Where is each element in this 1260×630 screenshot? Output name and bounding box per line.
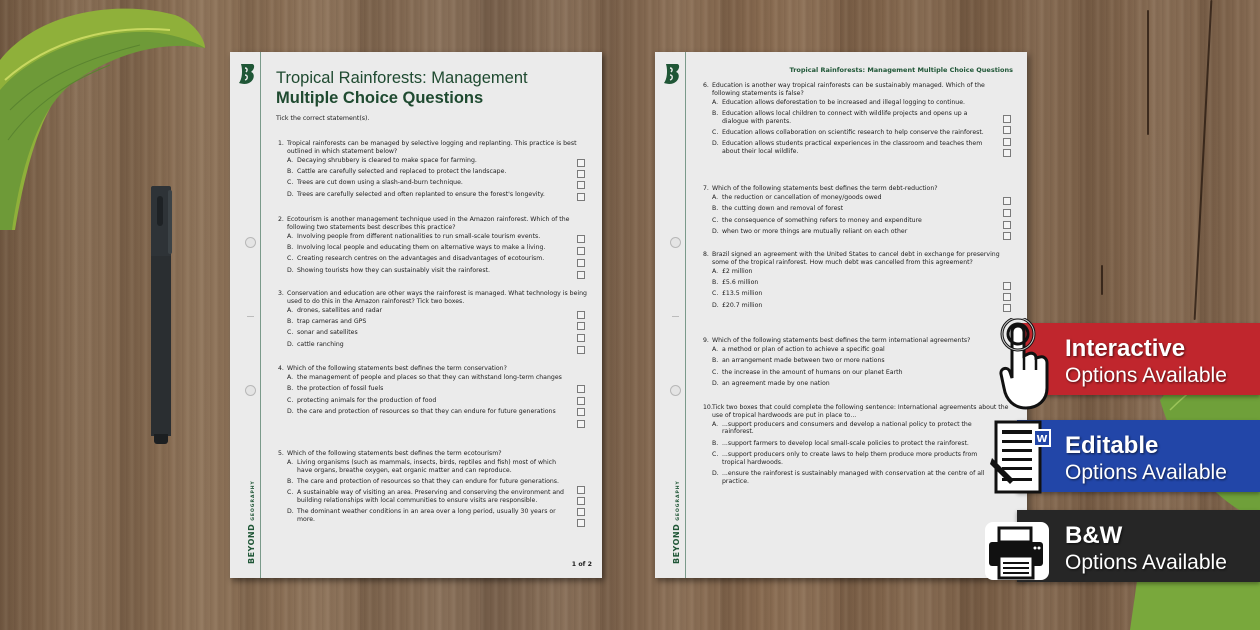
option <box>287 385 588 393</box>
decorative-leaf <box>0 0 220 230</box>
checkbox[interactable] <box>577 259 585 267</box>
question-text: Conservation and education are other ways the rainforest is managed. What technology is being used to do this in the Amazon rainforest? Tick two boxes. <box>287 290 587 305</box>
option <box>712 290 1013 298</box>
checkbox[interactable] <box>1003 304 1011 312</box>
option <box>287 307 588 315</box>
pen-body <box>151 256 171 436</box>
option-text: ...support producers and consumers and develop a national policy to protect the rainforest. <box>722 420 972 436</box>
question-number: 4. <box>278 365 284 372</box>
question-text: Which of the following statements best defines the term international agreements? <box>712 337 971 344</box>
fold-mark <box>672 316 679 317</box>
brand-wordmark <box>234 474 254 564</box>
option-text: the care and protection of resources so that they can endure for future generations <box>297 408 556 416</box>
option-letter: B. <box>287 478 294 486</box>
option <box>712 421 1013 436</box>
option-text: the consequence of something refers to money and expenditure <box>722 216 922 224</box>
option <box>287 459 588 474</box>
punch-hole <box>245 237 256 248</box>
option <box>287 329 588 337</box>
punch-hole <box>245 385 256 396</box>
question-number: 8. <box>703 251 709 258</box>
checkbox[interactable] <box>1003 149 1011 157</box>
question-9 <box>703 337 1013 392</box>
pen-grip <box>157 196 163 226</box>
option-text: ...support producers only to create laws to help them produce more products from tropical hardwoods. <box>722 451 978 466</box>
option-text: the reduction or cancellation of money/goods owed <box>722 194 882 202</box>
option-letter: A. <box>712 194 719 202</box>
checkbox[interactable] <box>1003 209 1011 217</box>
option <box>287 233 588 241</box>
option-text: Cattle are carefully selected and replaced to protect the landscape. <box>297 168 507 176</box>
option <box>712 217 1013 225</box>
option-text: Trees are cut down using a slash-and-burn technique. <box>297 179 463 187</box>
option-text: ...ensure the rainforest is sustainably managed with conservation at the centre of all practice. <box>722 470 985 485</box>
option <box>287 508 588 523</box>
option <box>712 440 1013 448</box>
option-letter: C. <box>287 179 294 187</box>
question-text: Which of the following statements best defines the term ecotourism? <box>287 450 502 457</box>
brand-main: BEYOND <box>672 523 681 564</box>
option-letter: B. <box>287 385 294 393</box>
option <box>287 374 588 382</box>
option-text: Education allows students practical experiences in the classroom and teaches them about their local wildlife. <box>722 140 983 156</box>
svg-text:W: W <box>1036 434 1048 445</box>
brand-sub: GEOGRAPHY <box>251 480 256 521</box>
option <box>712 194 1013 202</box>
running-header: Tropical Rainforests: Management Multiple Choice Questions <box>789 66 1013 74</box>
option-letter: A. <box>712 98 719 106</box>
question-text: Tropical rainforests can be managed by selective logging and replanting. This practice is best outlined in which statement below? <box>287 140 577 155</box>
option <box>712 369 1013 377</box>
question-6 <box>703 82 1013 159</box>
option-text: trap cameras and GPS <box>297 318 367 326</box>
banner-subtitle: Options Available <box>1065 364 1227 387</box>
checkbox[interactable] <box>1003 221 1011 229</box>
checkbox[interactable] <box>577 181 585 189</box>
instruction-text: Tick the correct statement(s). <box>276 115 370 122</box>
worksheet-title: Tropical Rainforests: Management <box>276 69 528 87</box>
option <box>712 470 1013 485</box>
option-letter: D. <box>287 340 294 348</box>
option-text: £2 million <box>722 267 753 275</box>
option <box>712 357 1013 365</box>
checkbox[interactable] <box>1003 232 1011 240</box>
checkbox[interactable] <box>577 235 585 243</box>
pen-tip <box>154 434 168 444</box>
option-letter: A. <box>287 374 294 382</box>
brand-sub: GEOGRAPHY <box>676 480 681 521</box>
worksheet-page-2 <box>655 52 1027 578</box>
checkbox[interactable] <box>577 420 585 428</box>
checkbox[interactable] <box>577 311 585 319</box>
editable-options-banner[interactable] <box>1017 420 1260 492</box>
option-letter: A. <box>712 267 719 275</box>
checkbox[interactable] <box>577 497 585 505</box>
option-text: protecting animals for the production of food <box>297 396 437 404</box>
question-number: 2. <box>278 216 284 223</box>
question-1 <box>278 140 588 202</box>
punch-hole <box>670 237 681 248</box>
checkbox[interactable] <box>1003 126 1011 134</box>
option-text: an agreement made by one nation <box>722 380 830 388</box>
option-text: The care and protection of resources so that they can endure for future generations. <box>297 478 559 486</box>
option-letter: D. <box>287 408 294 416</box>
option <box>287 191 588 199</box>
option-text: £20.7 million <box>722 301 763 309</box>
option <box>712 279 1013 287</box>
option-text: A sustainable way of visiting an area. Preserving and conserving the environment and building relationships with local communities to ensure visits are responsible. <box>297 489 564 505</box>
option <box>287 408 588 416</box>
checkbox[interactable] <box>577 247 585 255</box>
option-text: £13.5 million <box>722 290 763 298</box>
option-text: the cutting down and removal of forest <box>722 205 844 213</box>
option <box>712 380 1013 388</box>
option-text: Involving local people and educating them on alternative ways to make a living. <box>297 244 546 252</box>
option <box>287 489 588 504</box>
option-text: Decaying shrubbery is cleared to make space for farming. <box>297 156 477 164</box>
wood-crack <box>1147 10 1149 135</box>
option <box>287 341 588 349</box>
option-letter: D. <box>287 266 294 274</box>
option-text: when two or more things are mutually reliant on each other <box>722 228 908 236</box>
printer-icon <box>983 520 1051 582</box>
option <box>712 140 1013 155</box>
option-letter: B. <box>712 357 719 365</box>
worksheet-subtitle: Multiple Choice Questions <box>276 89 484 107</box>
question-number: 5. <box>278 450 284 457</box>
option-text: Creating research centres on the advantages and disadvantages of ecotourism. <box>297 255 545 263</box>
punch-hole <box>670 385 681 396</box>
option-text: Living organisms (such as mammals, insects, birds, reptiles and fish) most of which have organs, breathe oxygen, eat organic matter and can reproduce. <box>297 459 557 474</box>
option-text: a method or plan of action to achieve a specific goal <box>722 346 885 354</box>
option <box>287 267 588 275</box>
option <box>712 268 1013 276</box>
wood-crack <box>1101 265 1103 295</box>
margin-line <box>685 52 686 578</box>
question-number: 7. <box>703 185 709 192</box>
question-8 <box>703 251 1013 313</box>
option <box>712 129 1013 137</box>
option <box>287 179 588 187</box>
question-text: Brazil signed an agreement with the United States to cancel debt in exchange for preserving some of the tropical rainforest. How much debt was cancelled from this agreement? <box>712 251 1000 266</box>
option-letter: C. <box>712 451 719 459</box>
option-text: Trees are carefully selected and often replanted to ensure the forest's longevity. <box>297 190 545 198</box>
margin-line <box>260 52 261 578</box>
checkbox[interactable] <box>577 322 585 330</box>
checkbox[interactable] <box>577 334 585 342</box>
option-text: Education allows deforestation to be increased and illegal logging to continue. <box>722 98 965 106</box>
beyond-logo-icon <box>663 63 681 85</box>
option-letter: C. <box>712 129 719 137</box>
option-letter: C. <box>712 216 719 224</box>
option <box>712 346 1013 354</box>
checkbox[interactable] <box>1003 293 1011 301</box>
banner-subtitle: Options Available <box>1065 551 1227 574</box>
option-letter: C. <box>287 329 294 337</box>
option <box>712 451 1013 466</box>
option <box>712 205 1013 213</box>
option-letter: A. <box>712 346 719 354</box>
bw-options-banner[interactable] <box>1017 510 1260 582</box>
checkbox[interactable] <box>577 170 585 178</box>
option <box>712 228 1013 236</box>
checkbox[interactable] <box>1003 282 1011 290</box>
option-text: Involving people from different nationalities to run small-scale tourism events. <box>297 232 541 240</box>
option-letter: C. <box>712 368 719 376</box>
wood-crack <box>1194 0 1213 320</box>
option-text: The dominant weather conditions in an area over a long period, usually 30 years or more. <box>297 508 556 524</box>
option-text: an arrangement made between two or more nations <box>722 357 885 365</box>
question-text: Education is another way tropical rainforests can be sustainably managed. Which of the following statements is false? <box>712 82 985 97</box>
pen-clip <box>168 190 172 254</box>
question-text: Which of the following statements best defines the term conservation? <box>287 365 507 372</box>
banner-title: B&W <box>1065 522 1123 549</box>
question-number: 6. <box>703 82 709 89</box>
option <box>287 244 588 252</box>
option-text: ...support farmers to develop local small-scale policies to protect the rainforest. <box>722 439 969 447</box>
option-letter: B. <box>287 244 294 252</box>
option-text: cattle ranching <box>297 340 344 348</box>
checkbox[interactable] <box>577 385 585 393</box>
option-letter: C. <box>712 290 719 298</box>
option-text: £5.6 million <box>722 279 759 287</box>
question-7 <box>703 185 1013 240</box>
checkbox[interactable] <box>577 486 585 494</box>
option-letter: B. <box>287 318 294 326</box>
option-text: Education allows collaboration on scientific research to help conserve the rainforest. <box>722 129 984 137</box>
option-letter: B. <box>712 205 719 213</box>
question-number: 10. <box>703 404 713 411</box>
checkbox[interactable] <box>577 193 585 201</box>
checkbox[interactable] <box>577 519 585 527</box>
option <box>287 157 588 165</box>
fold-mark <box>247 316 254 317</box>
word-document-edit-icon <box>990 418 1052 498</box>
beyond-logo-icon <box>238 63 256 85</box>
option-letter: D. <box>712 140 719 148</box>
option-letter: C. <box>287 489 294 497</box>
checkbox[interactable] <box>577 346 585 354</box>
option-text: the increase in the amount of humans on our planet Earth <box>722 368 903 376</box>
checkbox[interactable] <box>1003 138 1011 146</box>
option-letter: A. <box>287 306 294 314</box>
option-text: Education allows local children to connect with wildlife projects and opens up a dialogue with parents. <box>722 110 968 125</box>
option-text: Showing tourists how they can sustainably visit the rainforest. <box>297 266 490 274</box>
checkbox[interactable] <box>577 408 585 416</box>
option-letter: D. <box>712 470 719 478</box>
option-letter: C. <box>287 396 294 404</box>
checkbox[interactable] <box>577 397 585 405</box>
brand-main: BEYOND <box>247 523 256 564</box>
option-letter: B. <box>712 110 719 118</box>
option <box>712 110 1013 125</box>
brand-wordmark <box>659 474 679 564</box>
option-letter: D. <box>712 301 719 309</box>
option-letter: D. <box>287 508 294 516</box>
banner-title: Interactive <box>1065 335 1186 362</box>
option-text: drones, satellites and radar <box>297 306 383 314</box>
checkbox[interactable] <box>577 159 585 167</box>
worksheet-page-1 <box>230 52 602 578</box>
option <box>712 302 1013 310</box>
option-letter: A. <box>287 232 294 240</box>
checkbox[interactable] <box>1003 115 1011 123</box>
option-letter: D. <box>287 190 294 198</box>
question-10 <box>703 404 1013 489</box>
option-letter: D. <box>712 228 719 236</box>
question-text: Which of the following statements best defines the term debt-reduction? <box>712 185 938 192</box>
option-text: sonar and satellites <box>297 329 358 337</box>
option-letter: B. <box>712 279 719 287</box>
banner-subtitle: Options Available <box>1065 461 1227 484</box>
checkbox[interactable] <box>577 271 585 279</box>
option-text: the management of people and places so that they can withstand long-term changes <box>297 374 562 382</box>
option <box>287 478 588 486</box>
question-5 <box>278 450 588 527</box>
question-number: 1. <box>278 140 284 147</box>
question-3 <box>278 290 588 352</box>
option <box>287 318 588 326</box>
option-letter: D. <box>712 380 719 388</box>
option <box>287 255 588 263</box>
question-text: Tick two boxes that could complete the following sentence: International agreements about the use of tropical hardwoods are put in place to... <box>712 404 1009 419</box>
option <box>712 99 1013 107</box>
option-text: the protection of fossil fuels <box>297 385 384 393</box>
page-number: 1 of 2 <box>571 561 592 568</box>
banner-title: Editable <box>1065 432 1159 459</box>
option <box>287 168 588 176</box>
question-number: 3. <box>278 290 284 297</box>
option-letter: A. <box>712 420 719 428</box>
option-letter: A. <box>287 459 294 467</box>
question-4 <box>278 365 588 420</box>
option-letter: C. <box>287 255 294 263</box>
checkbox[interactable] <box>577 508 585 516</box>
checkbox[interactable] <box>1003 197 1011 205</box>
question-text: Ecotourism is another management technique used in the Amazon rainforest. Which of the following two statements best describes this practice? <box>287 216 570 231</box>
option-letter: A. <box>287 156 294 164</box>
touch-hand-icon <box>998 318 1054 410</box>
option-letter: B. <box>287 168 294 176</box>
pen <box>151 186 171 444</box>
question-number: 9. <box>703 337 709 344</box>
option <box>287 397 588 405</box>
question-2 <box>278 216 588 278</box>
option-letter: B. <box>712 439 719 447</box>
